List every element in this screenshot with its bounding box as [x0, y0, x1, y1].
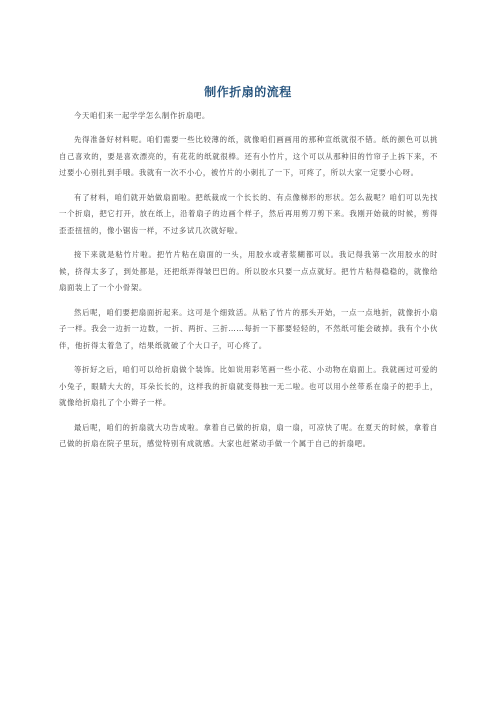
paragraph-decoration: 等折好之后，咱们可以给折扇做个装饰。比如说用彩笔画一些小花、小动物在扇面上。我就画过可爱的小兔子，眼睛大大的，耳朵长长的，这样我的折扇就变得独一无二啦。也可以用小丝带系在扇子的把手上，就像给折扇扎了个小辫子一样。: [59, 365, 438, 408]
paragraph-intro: 今天咱们来一起学学怎么制作折扇吧。: [74, 111, 210, 120]
paragraph-folding: 然后呢，咱们要把扇面折起来。这可是个细致活。从粘了竹片的那头开始，一点一点地折，就像折小扇子一样。我会一边折一边数，一折、两折、三折……每折一下都要轻轻的，不然纸可能会破掉。我有个小伙伴，他折得太着急了，结果纸就破了个大口子，可心疼了。: [59, 307, 438, 350]
paragraph-bamboo: 接下来就是粘竹片啦。把竹片粘在扇面的一头，用胶水或者浆糊都可以。我记得我第一次用胶水的时候，挤得太多了，到处都是，还把纸弄得皱巴巴的。所以胶水只要一点点就好。把竹片粘得稳稳的，就像给扇面装上了一个小骨架。: [59, 250, 438, 293]
paragraph-conclusion: 最后呢，咱们的折扇就大功告成啦。拿着自己做的折扇，扇一扇，可凉快了呢。在夏天的时候，拿着自己做的折扇在院子里玩，感觉特别有成就感。大家也赶紧动手做一个属于自己的折扇吧。: [59, 422, 438, 449]
document-title: 制作折扇的流程: [204, 85, 292, 99]
document-body: [59, 108, 438, 461]
paragraph-fan-surface: 有了材料，咱们就开始做扇面啦。把纸裁成一个长长的、有点像梯形的形状。怎么裁呢？咱们可以先找一个折扇，把它打开，放在纸上，沿着扇子的边画个样子，然后再用剪刀剪下来。我刚开始裁的时候，剪得歪歪扭扭的，像小锯齿一样，不过多试几次就好啦。: [59, 192, 438, 235]
paragraph-materials: 先得准备好材料呢。咱们需要一些比较薄的纸，就像咱们画画用的那种宣纸就很不错。纸的颜色可以挑自己喜欢的，要是喜欢漂亮的，有花花的纸就很棒。还有小竹片，这个可以从那种旧的竹帘子上拆下来，不过要小心别扎到手哦。我就有一次不小心，被竹片的小刺扎了一下，可疼了，所以大家一定要小心呀。: [59, 135, 438, 178]
